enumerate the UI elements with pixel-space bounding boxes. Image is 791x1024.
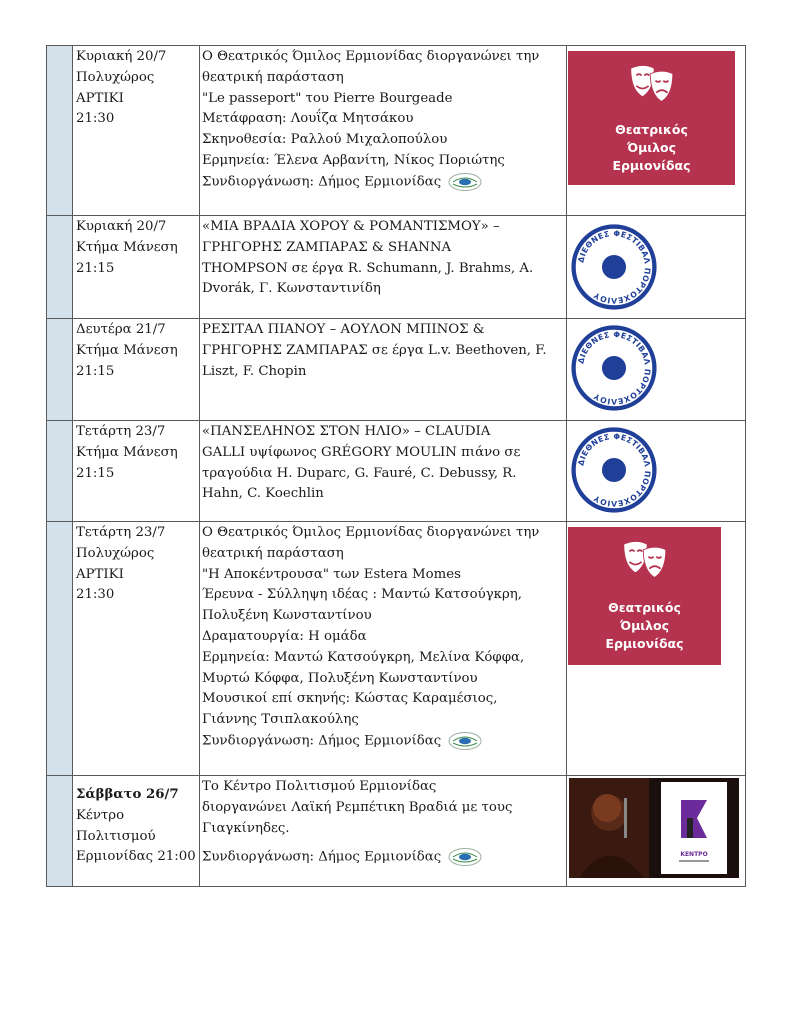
theatre-logo-line: Ερμιονίδας (612, 158, 691, 173)
event-logo-cell (567, 421, 746, 522)
event-description (200, 216, 567, 319)
municipality-logo-icon (447, 731, 483, 751)
desc-line: ΓΡΗΓΟΡΗΣ ΖΑΜΠΑΡΑΣ σε έργα L.v. Beethoven, F. (202, 342, 547, 358)
desc-line: Συνδιοργάνωση: Δήμος Ερμιονίδας (202, 849, 442, 865)
table-row (47, 46, 746, 216)
desc-line: Γιάννης Τσιπλακούλης (202, 712, 359, 728)
desc-line: θεατρική παράσταση (202, 69, 344, 85)
desc-line: Ο Θεατρικός Όμιλος Ερμιονίδας διοργανώνει την (202, 49, 540, 64)
event-logo-cell (567, 319, 746, 421)
event-description (200, 522, 567, 776)
desc-line: Ο Θεατρικός Όμιλος Ερμιονίδας διοργανώνει την (202, 525, 540, 540)
desc-line: "Le passeport" του Pierre Bourgeade (202, 90, 453, 106)
desc-line: «ΠΑΝΣΕΛΗΝΟΣ ΣΤΟΝ ΗΛΙΟ» – CLAUDIA (202, 424, 491, 439)
event-venue: Κτήμα Μάνεση (76, 444, 178, 460)
table-row (47, 319, 746, 421)
festival-logo-icon (571, 427, 657, 513)
festival-logo-icon (571, 325, 657, 411)
event-time: 21:15 (76, 363, 115, 379)
desc-line: "Η Αποκέντρουσα" των Estera Momes (202, 566, 461, 582)
desc-line: GALLI υψίφωνος GRÉGORY MOULIN πιάνο σε (202, 444, 521, 460)
side-strip (47, 421, 73, 522)
event-time: 21:30 (76, 111, 115, 127)
desc-line: ΡΕΣΙΤΑΛ ΠΙΑΝΟΥ – ΑΟΥΛΟΝ ΜΠΙΝΟΣ & (202, 322, 485, 337)
desc-line: Δραματουργία: Η ομάδα (202, 628, 367, 644)
desc-line: THOMPSON σε έργα R. Schumann, J. Brahms, A. (202, 260, 534, 276)
event-description (200, 46, 567, 216)
theatre-logo-line: Ερμιονίδας (605, 636, 684, 651)
event-venue: Κτήμα Μάνεση (76, 239, 178, 255)
desc-line: Γιαγκίνηδες. (202, 820, 290, 836)
theatre-group-logo (568, 51, 735, 185)
culture-centre-photo (568, 778, 740, 878)
event-time: 21:15 (76, 465, 115, 481)
theatre-masks-icon (619, 539, 671, 583)
festival-logo-text: ΔΙΕΘΝΕΣ ΦΕΣΤΙΒΑΛ ΠΟΡΤΟΧΕΛΙΟΥ (576, 329, 653, 406)
event-logo-cell (567, 776, 746, 887)
theatre-logo-line: Θεατρικός (615, 122, 688, 137)
event-venue: Κέντρο (76, 807, 125, 823)
side-strip (47, 522, 73, 776)
theatre-logo-line: Θεατρικός (608, 600, 681, 615)
event-when (73, 46, 200, 216)
desc-line: Ερμηνεία: Μαντώ Κατσούγκρη, Μελίνα Κόφφα, (202, 649, 525, 665)
table-row (47, 776, 746, 887)
side-strip (47, 319, 73, 421)
event-logo-cell (567, 216, 746, 319)
event-venue: Πολυχώρος (76, 545, 155, 561)
event-logo-cell (567, 46, 746, 216)
theatre-group-logo (568, 527, 721, 665)
desc-line: Σκηνοθεσία: Ραλλού Μιχαλοπούλου (202, 132, 448, 148)
event-venue: Πολυχώρος (76, 69, 155, 85)
event-when (73, 522, 200, 776)
event-day: Δευτέρα 21/7 (76, 322, 166, 337)
desc-line: ΓΡΗΓΟΡΗΣ ΖΑΜΠΑΡΑΣ & SHANNA (202, 239, 452, 255)
event-day: Τετάρτη 23/7 (76, 525, 166, 540)
culture-centre-logo-text: ΚΕΝΤΡΟ (680, 851, 708, 858)
table-row (47, 421, 746, 522)
event-venue: ΑΡΤΙΚΙ (76, 566, 124, 582)
side-strip (47, 46, 73, 216)
event-when (73, 216, 200, 319)
event-description (200, 776, 567, 887)
festival-logo-text: ΔΙΕΘΝΕΣ ΦΕΣΤΙΒΑΛ ΠΟΡΤΟΧΕΛΙΟΥ (576, 431, 653, 508)
event-day: Σάββατο 26/7 (76, 787, 179, 802)
event-description (200, 319, 567, 421)
municipality-logo-icon (447, 172, 483, 192)
event-time: 21:30 (76, 587, 115, 603)
event-venue: ΑΡΤΙΚΙ (76, 90, 124, 106)
table-row (47, 216, 746, 319)
desc-line: Συνδιοργάνωση: Δήμος Ερμιονίδας (202, 174, 442, 190)
event-venue: Κτήμα Μάνεση (76, 342, 178, 358)
event-logo-cell (567, 522, 746, 776)
side-strip (47, 776, 73, 887)
festival-logo-text: ΔΙΕΘΝΕΣ ΦΕΣΤΙΒΑΛ ΠΟΡΤΟΧΕΛΙΟΥ (576, 228, 653, 305)
municipality-logo-icon (447, 847, 483, 867)
event-when (73, 421, 200, 522)
event-day: Κυριακή 20/7 (76, 219, 167, 234)
desc-line: «ΜΙΑ ΒΡΑΔΙΑ ΧΟΡΟΥ & ΡΟΜΑΝΤΙΣΜΟΥ» – (202, 219, 500, 234)
side-strip (47, 216, 73, 319)
table-row (47, 522, 746, 776)
desc-line: Το Κέντρο Πολιτισμού Ερμιονίδας (202, 779, 437, 794)
theatre-logo-line: Όμιλος (626, 140, 677, 155)
theatre-masks-icon (626, 63, 678, 107)
event-description (200, 421, 567, 522)
event-when (73, 776, 200, 887)
event-when (73, 319, 200, 421)
desc-line: Μουσικοί επί σκηνής: Κώστας Καραμέσιος, (202, 691, 498, 707)
desc-line: Liszt, F. Chopin (202, 363, 307, 379)
desc-line: Συνδιοργάνωση: Δήμος Ερμιονίδας (202, 733, 442, 749)
event-day: Τετάρτη 23/7 (76, 424, 166, 439)
desc-line: Μυρτώ Κόφφα, Πολυξένη Κωνσταντίνου (202, 670, 478, 686)
desc-line: θεατρική παράσταση (202, 545, 344, 561)
event-time: Ερμιονίδας 21:00 (76, 849, 196, 865)
events-schedule-table (46, 45, 746, 887)
theatre-logo-line: Όμιλος (619, 618, 670, 633)
event-venue: Πολιτισμού (76, 828, 156, 844)
desc-line: Dvorák, Γ. Κωνσταντινίδη (202, 281, 381, 297)
desc-line: Ερμηνεία: Έλενα Αρβανίτη, Νίκος Ποριώτης (202, 152, 505, 168)
event-day: Κυριακή 20/7 (76, 49, 167, 64)
desc-line: Έρευνα - Σύλληψη ιδέας : Μαντώ Κατσούγκρη, (202, 587, 522, 603)
desc-line: Πολυξένη Κωνσταντίνου (202, 608, 372, 624)
desc-line: τραγούδια H. Duparc, G. Fauré, C. Debussy, R. (202, 465, 517, 481)
desc-line (202, 839, 566, 847)
festival-logo-icon (571, 224, 657, 310)
event-time: 21:15 (76, 260, 115, 276)
desc-line: Μετάφραση: Λουΐζα Μητσάκου (202, 111, 414, 127)
desc-line: Hahn, C. Koechlin (202, 486, 324, 502)
desc-line: διοργανώνει Λαϊκή Ρεμπέτικη Βραδιά με τους (202, 799, 513, 815)
